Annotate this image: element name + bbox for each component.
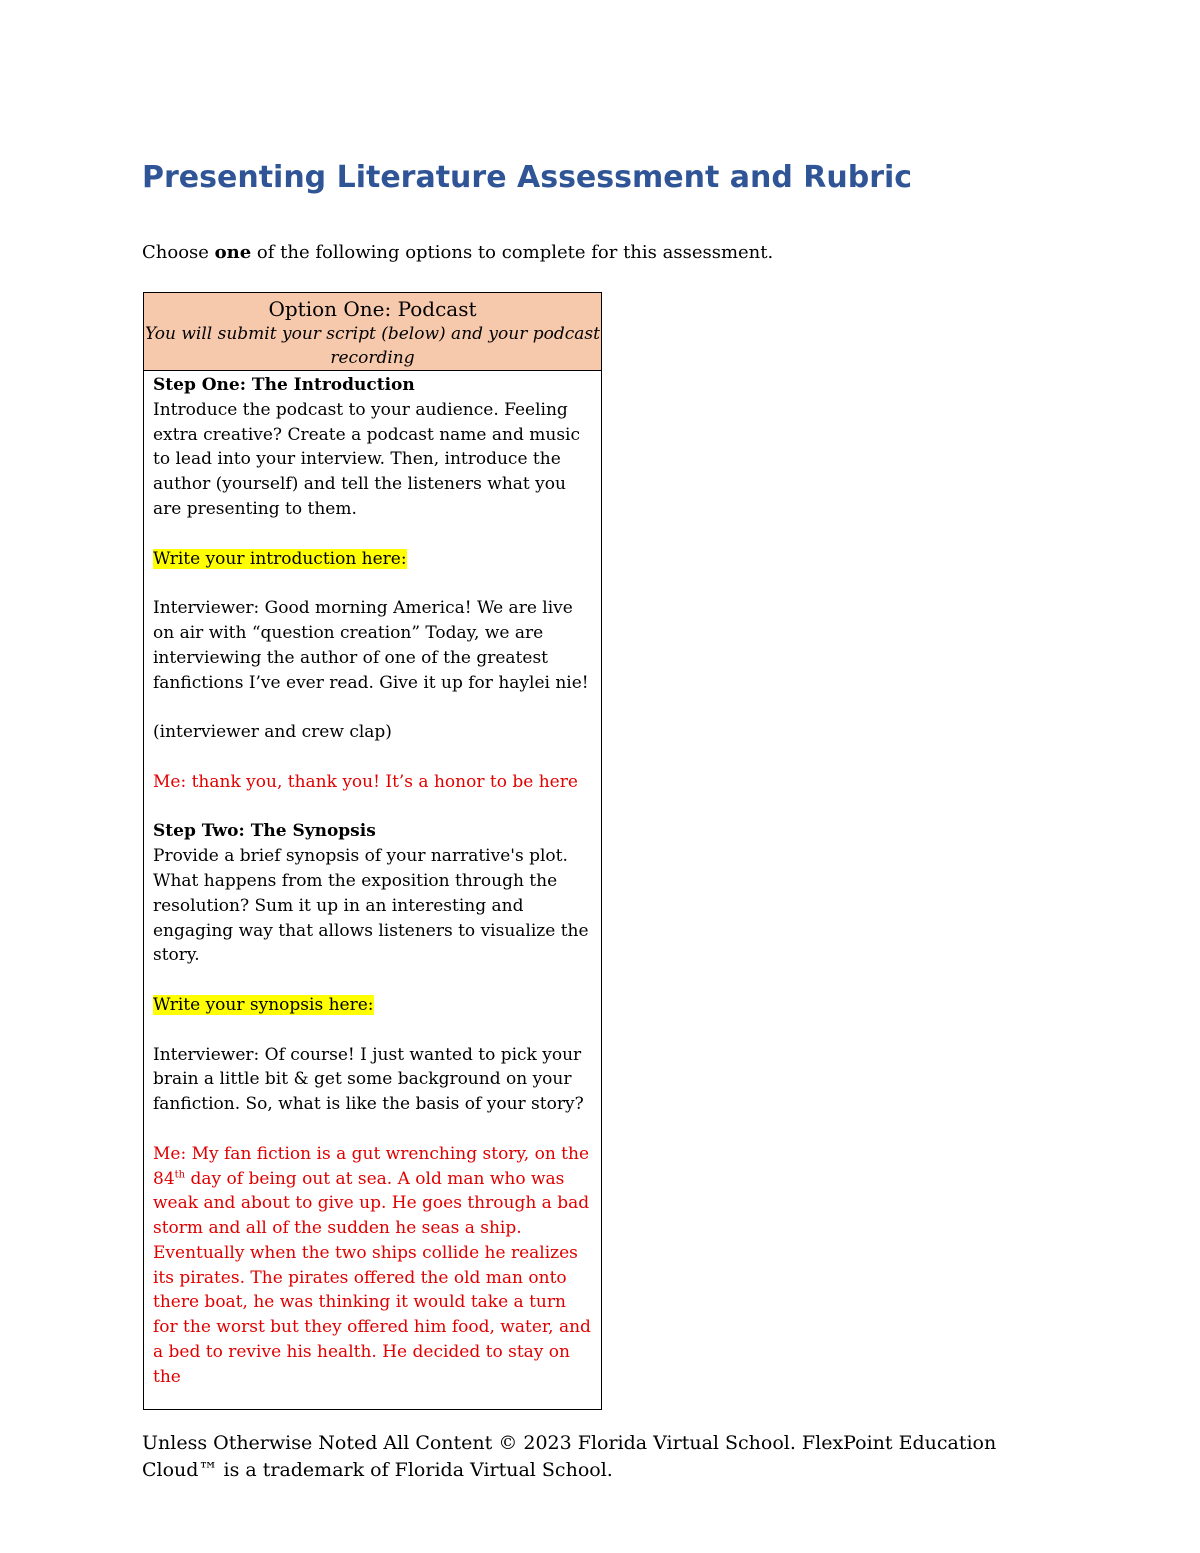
- synopsis-response-start: Me: My fan fiction is a gut wrenching story, on the 84: [153, 1143, 590, 1189]
- page-title: Presenting Literature Assessment and Rubric: [142, 160, 913, 195]
- option-header: [144, 293, 601, 371]
- instructions-emphasis: one: [214, 242, 252, 263]
- step-one-block: [153, 373, 593, 522]
- intro-prompt-line: [153, 547, 593, 572]
- intro-interviewer-line: Interviewer: Good morning America! We are live on air with “question creation” Today, we are interviewing the author of one of the greatest fanfictions I’ve ever read. Give it up for haylei nie!: [153, 598, 589, 693]
- option-subheading: You will submit your script (below) and your podcast recording: [145, 324, 600, 368]
- step-one-description: Introduce the podcast to your audience. Feeling extra creative? Create a podcast name and music to lead into your interview. Then, introduce the author (yourself) and tell the listeners what you are presenting to them.: [153, 399, 581, 519]
- instructions: [142, 240, 773, 266]
- option-table: [143, 292, 602, 1410]
- synopsis-prompt: Write your synopsis here:: [153, 994, 374, 1015]
- synopsis-response-superscript: th: [174, 1168, 186, 1180]
- step-two-block: [153, 819, 593, 968]
- instructions-text-start: Choose: [142, 242, 215, 263]
- synopsis-prompt-line: [153, 993, 593, 1018]
- instructions-text-end: of the following options to complete for this assessment.: [251, 242, 774, 263]
- copyright-footer: Unless Otherwise Noted All Content © 2023 Florida Virtual School. FlexPoint Education Cloud™ is a trademark of Florida Virtual School.: [142, 1432, 997, 1481]
- option-heading: Option One: Podcast: [268, 297, 477, 321]
- intro-prompt: Write your introduction here:: [153, 548, 407, 569]
- step-two-heading: Step Two: The Synopsis: [153, 821, 376, 842]
- synopsis-student-response: [153, 1142, 593, 1390]
- intro-stage-direction: (interviewer and crew clap): [153, 722, 392, 743]
- synopsis-response-end: day of being out at sea. A old man who was weak and about to give up. He goes through a bad storm and all of the sudden he seas a ship. Eventually when the two ships collide he realizes its pirates. The pirates offered the old man onto there boat, he was thinking it would take a turn for the worst but they offered him food, water, and a bed to revive his health. He decided to stay on the: [153, 1168, 591, 1387]
- option-body: [144, 371, 601, 1390]
- synopsis-interviewer-line: Interviewer: Of course! I just wanted to pick your brain a little bit & get some background on your fanfiction. So, what is like the basis of your story?: [153, 1044, 584, 1115]
- intro-student-response: Me: thank you, thank you! It’s a honor to be here: [153, 771, 578, 792]
- step-one-heading: Step One: The Introduction: [153, 375, 415, 395]
- step-two-description: Provide a brief synopsis of your narrative's plot. What happens from the exposition through the resolution? Sum it up in an interesting and engaging way that allows listeners to visualize the story.: [153, 846, 589, 966]
